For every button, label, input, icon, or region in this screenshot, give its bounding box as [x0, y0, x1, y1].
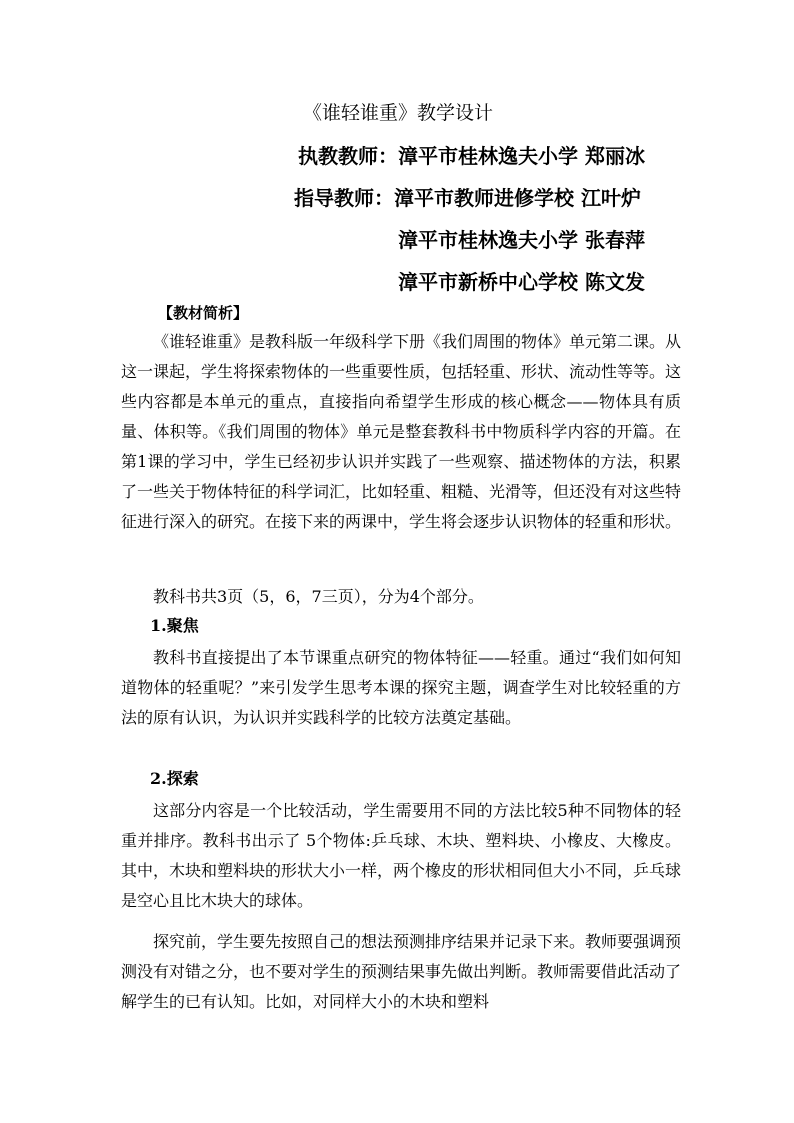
paragraph-focus: 教科书直接提出了本节课重点研究的物体特征——轻重。通过“我们如何知道物体的轻重呢？”来引发学生思考本课的探究主题，调查学生对比较轻重的方法的原有认识，为认识并实践科学的比较方法奠定基础。: [121, 648, 681, 727]
credit-advisor-3: 漳平市新桥中心学校 陈文发: [398, 270, 645, 294]
credit-lead-teacher: 执教教师：漳平市桂林逸夫小学 郑丽冰: [298, 144, 645, 168]
document-title: 《谁轻谁重》教学设计: [303, 102, 494, 124]
paragraph-explore: 这部分内容是一个比较活动，学生需要用不同的方法比较5种不同物体的轻重并排序。教科书出示了 5个物体:乒乓球、木块、塑料块、小橡皮、大橡皮。其中，木块和塑料块的形状大小一样，两个橡皮的形状相同但大小不同，乒乓球是空心且比木块大的球体。: [121, 801, 682, 910]
paragraph-prediction: 探究前，学生要先按照自己的想法预测排序结果并记录下来。教师要强调预测没有对错之分，也不要对学生的预测结果事先做出判断。教师需要借此活动了解学生的已有认知。比如，对同样大小的木块和塑料: [121, 932, 682, 1011]
section-heading-textbook-analysis: 【教材简析】: [158, 304, 249, 322]
credit-advisor-1: 指导教师：漳平市教师进修学校 江叶炉: [294, 186, 641, 210]
paragraph-intro: 《谁轻谁重》是教科版一年级科学下册《我们周围的物体》单元第二课。从这一课起，学生将探索物体的一些重要性质，包括轻重、形状、流动性等等。这些内容都是本单元的重点，直接指向希望学生形成的核心概念——物体具有质量、体积等。《我们周围的物体》单元是整套教科书中物质科学内容的开篇。在第1课的学习中，学生已经初步认识并实践了一些观察、描述物体的方法，积累了一些关于物体特征的科学词汇，比如轻重、粗糙、光滑等，但还没有对这些特征进行深入的研究。在接下来的两课中，学生将会逐步认识物体的轻重和形状。: [121, 332, 682, 531]
subheading-focus: 1.聚焦: [150, 616, 199, 635]
subheading-explore: 2.探索: [150, 769, 199, 788]
paragraph-pages: 教科书共3页（5，6，7三页），分为4个部分。: [153, 587, 484, 606]
credit-advisor-2: 漳平市桂林逸夫小学 张春萍: [398, 228, 645, 252]
